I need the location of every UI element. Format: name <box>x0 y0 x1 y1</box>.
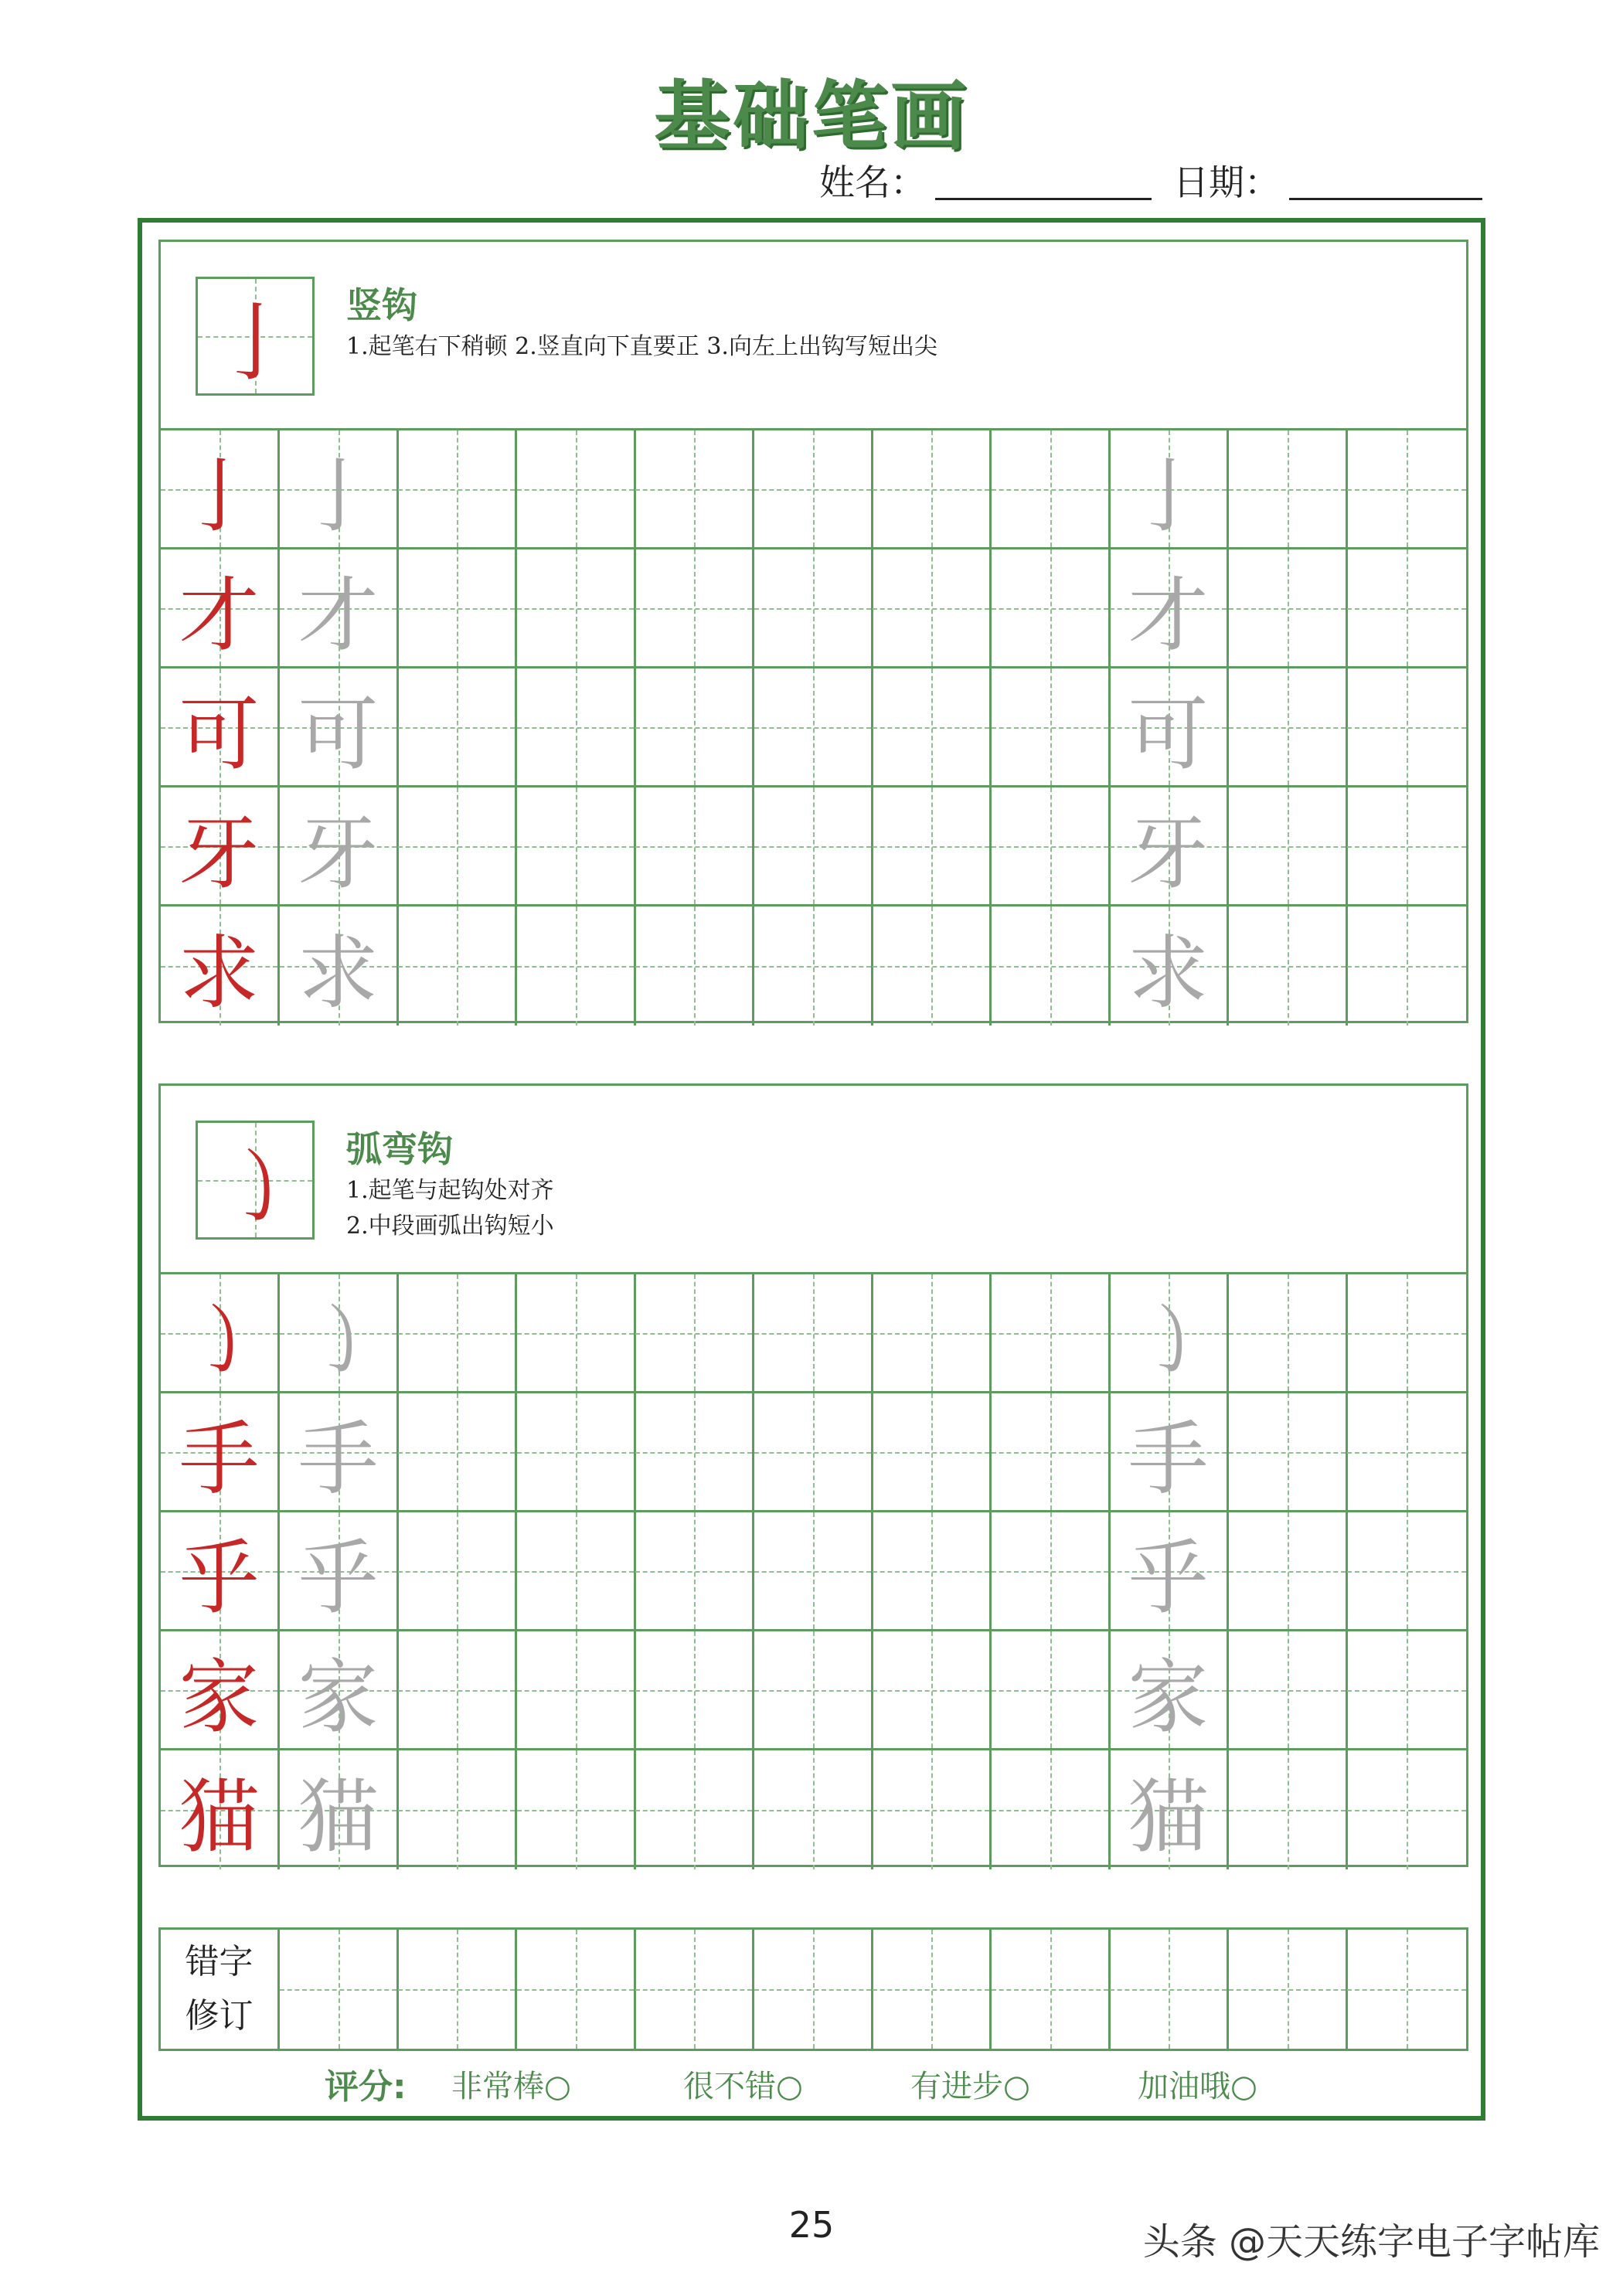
trace-char: 亅 <box>1128 448 1209 543</box>
guide-line-v <box>1050 668 1052 785</box>
practice-cell[interactable] <box>398 1631 517 1750</box>
guide-line-v <box>457 1393 458 1510</box>
practice-cell[interactable] <box>1229 1631 1348 1750</box>
score-option-excellent[interactable]: 非常棒○ <box>451 2069 571 2104</box>
guide-line-v <box>694 549 696 666</box>
guide-line-v <box>457 1274 458 1391</box>
practice-cell[interactable] <box>398 549 517 668</box>
guide-line-v <box>1050 430 1052 547</box>
guide-line-v <box>694 1274 696 1391</box>
practice-cell[interactable] <box>635 549 754 668</box>
guide-line-v <box>1288 787 1289 904</box>
practice-cell[interactable] <box>635 1274 754 1393</box>
stroke-demo-char: 亅 <box>213 294 298 393</box>
guide-line-v <box>1050 787 1052 904</box>
guide-line-v <box>1169 1930 1170 2049</box>
trace-char: 可 <box>298 686 379 781</box>
practice-cell[interactable] <box>517 668 636 787</box>
guide-line-v <box>1407 668 1408 785</box>
practice-cell[interactable] <box>1347 1512 1466 1631</box>
guide-line-v <box>1288 1750 1289 1869</box>
section-header <box>161 242 1466 430</box>
guide-line-v <box>1288 1393 1289 1510</box>
model-char: 求 <box>179 926 260 1020</box>
guide-line-v <box>1050 906 1052 1026</box>
practice-cell[interactable] <box>992 1750 1111 1869</box>
practice-cell[interactable] <box>1347 906 1466 1026</box>
practice-cell[interactable] <box>754 906 873 1026</box>
page-title: 基础笔画 <box>653 73 969 161</box>
guide-line-v <box>1050 1512 1052 1629</box>
trace-char: 牙 <box>298 805 379 900</box>
guide-line-v <box>1050 549 1052 666</box>
guide-line-v <box>694 1512 696 1629</box>
guide-line-v <box>813 1274 815 1391</box>
page-number: 25 <box>788 2204 835 2246</box>
guide-line-v <box>694 1393 696 1510</box>
correction-label-line2: 修订 <box>185 1996 253 2036</box>
practice-cell[interactable] <box>517 430 636 549</box>
guide-line-v <box>1288 430 1289 547</box>
practice-cell[interactable] <box>1110 668 1229 787</box>
practice-cell[interactable] <box>1229 430 1348 549</box>
guide-line-v <box>1407 1274 1408 1391</box>
practice-cell[interactable] <box>280 430 399 549</box>
name-date-row <box>819 155 1592 201</box>
guide-line-v <box>576 1512 577 1629</box>
practice-cell[interactable] <box>1347 549 1466 668</box>
guide-line-v <box>1288 1631 1289 1748</box>
practice-cell[interactable] <box>873 1512 992 1631</box>
practice-cell[interactable] <box>517 1393 636 1512</box>
practice-cell[interactable] <box>517 906 636 1026</box>
guide-line-v <box>339 1930 340 2049</box>
practice-cell[interactable] <box>280 1631 399 1750</box>
model-char: 亅 <box>179 448 260 543</box>
correction-cell[interactable] <box>280 1930 399 2049</box>
guide-line-v <box>813 906 815 1026</box>
practice-cell[interactable] <box>635 668 754 787</box>
correction-cell[interactable] <box>398 1930 517 2049</box>
guide-line-v <box>457 1512 458 1629</box>
practice-cell[interactable] <box>161 787 280 906</box>
trace-char: 才 <box>1128 567 1209 662</box>
practice-cell[interactable] <box>280 787 399 906</box>
guide-line-v <box>457 549 458 666</box>
guide-line-v <box>1407 1750 1408 1869</box>
practice-cell[interactable] <box>161 906 280 1026</box>
practice-cell[interactable] <box>754 668 873 787</box>
guide-line-v <box>1407 906 1408 1026</box>
guide-line-v <box>576 1930 577 2049</box>
practice-cell[interactable] <box>1347 787 1466 906</box>
practice-cell[interactable] <box>398 1393 517 1512</box>
practice-cell[interactable] <box>1229 906 1348 1026</box>
stroke-section-2 <box>158 1083 1468 1867</box>
correction-cell[interactable] <box>873 1930 992 2049</box>
guide-line-v <box>1050 1274 1052 1391</box>
practice-cell[interactable] <box>873 549 992 668</box>
guide-line-v <box>813 1512 815 1629</box>
practice-cell[interactable] <box>873 668 992 787</box>
practice-cell[interactable] <box>635 1512 754 1631</box>
guide-line-v <box>813 1750 815 1869</box>
trace-char: ㇁ <box>298 1292 379 1387</box>
practice-cell[interactable] <box>1347 1393 1466 1512</box>
practice-cell[interactable] <box>873 1631 992 1750</box>
guide-line-v <box>813 1930 815 2049</box>
guide-line-v <box>931 668 933 785</box>
guide-line-v <box>457 668 458 785</box>
practice-cell[interactable] <box>398 1512 517 1631</box>
guide-line-v <box>931 1512 933 1629</box>
name-field[interactable] <box>935 198 1152 200</box>
practice-cell[interactable] <box>161 1393 280 1512</box>
practice-cell[interactable] <box>398 1750 517 1869</box>
practice-cell[interactable] <box>517 1512 636 1631</box>
practice-cell[interactable] <box>161 668 280 787</box>
practice-cell[interactable] <box>754 430 873 549</box>
practice-cell[interactable] <box>992 549 1111 668</box>
practice-cell[interactable] <box>398 668 517 787</box>
guide-line-v <box>931 787 933 904</box>
practice-cell[interactable] <box>161 1512 280 1631</box>
correction-cell[interactable] <box>517 1930 636 2049</box>
practice-cell[interactable] <box>280 906 399 1026</box>
practice-cell[interactable] <box>161 430 280 549</box>
practice-cell[interactable] <box>1347 1274 1466 1393</box>
guide-line-v <box>694 906 696 1026</box>
practice-cell[interactable] <box>635 1631 754 1750</box>
practice-cell[interactable] <box>1229 1750 1348 1869</box>
guide-line-v <box>813 1631 815 1748</box>
practice-cell[interactable] <box>992 1512 1111 1631</box>
correction-row <box>158 1927 1468 2051</box>
practice-cell[interactable] <box>1229 668 1348 787</box>
practice-cell[interactable] <box>161 1750 280 1869</box>
practice-cell[interactable] <box>1110 787 1229 906</box>
practice-cell[interactable] <box>1347 430 1466 549</box>
practice-cell[interactable] <box>280 1750 399 1869</box>
trace-char: 家 <box>298 1649 379 1744</box>
guide-line-v <box>457 906 458 1026</box>
practice-cell[interactable] <box>517 1750 636 1869</box>
correction-cell[interactable] <box>1110 1930 1229 2049</box>
practice-cell[interactable] <box>161 549 280 668</box>
section-header <box>161 1086 1466 1274</box>
correction-label-line1: 错字 <box>185 1942 253 1981</box>
correction-cell[interactable] <box>1347 1930 1466 2049</box>
guide-line-v <box>931 1393 933 1510</box>
model-char: 才 <box>179 567 260 662</box>
guide-line-v <box>576 1750 577 1869</box>
guide-line-v <box>576 906 577 1026</box>
guide-line-v <box>1050 1631 1052 1748</box>
practice-cell[interactable] <box>398 1274 517 1393</box>
practice-cell[interactable] <box>754 1512 873 1631</box>
practice-cell[interactable] <box>1229 1393 1348 1512</box>
practice-cell[interactable] <box>1110 430 1229 549</box>
practice-cell[interactable] <box>635 430 754 549</box>
guide-line-v <box>1407 549 1408 666</box>
practice-cell[interactable] <box>992 1631 1111 1750</box>
practice-cell[interactable] <box>992 906 1111 1026</box>
guide-line-v <box>931 1274 933 1391</box>
trace-char: ㇁ <box>1128 1292 1209 1387</box>
practice-cell[interactable] <box>517 1631 636 1750</box>
practice-cell[interactable] <box>517 787 636 906</box>
practice-cell[interactable] <box>280 1512 399 1631</box>
trace-char: 猫 <box>298 1770 379 1864</box>
practice-cell[interactable] <box>398 430 517 549</box>
practice-cell[interactable] <box>635 1750 754 1869</box>
practice-cell[interactable] <box>754 787 873 906</box>
stroke-demo-box <box>196 277 315 396</box>
trace-char: 家 <box>1128 1649 1209 1744</box>
guide-line-v <box>457 1750 458 1869</box>
score-row <box>325 2059 1407 2105</box>
practice-cell[interactable] <box>517 549 636 668</box>
practice-cell[interactable] <box>1110 906 1229 1026</box>
practice-cell[interactable] <box>1110 549 1229 668</box>
stroke-rule: 1.起笔右下稍顿 2.竖直向下直要正 3.向左上出钩写短出尖 <box>346 333 937 360</box>
stroke-rule: 2.中段画弧出钩短小 <box>346 1213 554 1240</box>
guide-line-v <box>457 430 458 547</box>
practice-cell[interactable] <box>161 1274 280 1393</box>
stroke-demo-char: ㇁ <box>213 1138 298 1236</box>
stroke-section-1 <box>158 240 1468 1023</box>
guide-line-v <box>576 1631 577 1748</box>
guide-line-v <box>1288 668 1289 785</box>
practice-cell[interactable] <box>517 1274 636 1393</box>
guide-line-v <box>813 549 815 666</box>
practice-cell[interactable] <box>1229 1512 1348 1631</box>
score-option-keep-going[interactable]: 加油哦○ <box>1138 2069 1257 2104</box>
practice-cell[interactable] <box>280 1274 399 1393</box>
trace-char: 乎 <box>298 1530 379 1625</box>
model-char: 家 <box>179 1649 260 1744</box>
trace-char: 手 <box>298 1411 379 1506</box>
practice-cell[interactable] <box>992 668 1111 787</box>
correction-cell[interactable] <box>754 1930 873 2049</box>
practice-cell[interactable] <box>1347 668 1466 787</box>
stroke-name: 弧弯钩 <box>346 1128 453 1170</box>
guide-line-v <box>576 1393 577 1510</box>
guide-line-v <box>576 787 577 904</box>
guide-line-v <box>1407 1631 1408 1748</box>
trace-char: 乎 <box>1128 1530 1209 1625</box>
practice-cell[interactable] <box>280 1393 399 1512</box>
trace-char: 亅 <box>298 448 379 543</box>
correction-cell[interactable] <box>1229 1930 1348 2049</box>
practice-cell[interactable] <box>754 1393 873 1512</box>
guide-line-v <box>1288 549 1289 666</box>
trace-char: 才 <box>298 567 379 662</box>
guide-line-v <box>931 549 933 666</box>
guide-line-v <box>457 1631 458 1748</box>
correction-cell[interactable] <box>992 1930 1111 2049</box>
model-char: 可 <box>179 686 260 781</box>
guide-line-v <box>694 1930 696 2049</box>
watermark: 头条 @天天练字电子字帖库 <box>1142 2220 1600 2264</box>
guide-line-v <box>931 1930 933 2049</box>
guide-line-v <box>694 668 696 785</box>
practice-cell[interactable] <box>873 1750 992 1869</box>
date-field[interactable] <box>1289 198 1482 200</box>
practice-cell[interactable] <box>280 549 399 668</box>
model-char: 手 <box>179 1411 260 1506</box>
guide-line-v <box>1288 906 1289 1026</box>
practice-cell[interactable] <box>635 906 754 1026</box>
practice-cell[interactable] <box>754 1274 873 1393</box>
guide-line-v <box>813 430 815 547</box>
guide-line-v <box>1407 1393 1408 1510</box>
guide-line-v <box>694 430 696 547</box>
guide-line-v <box>1407 1512 1408 1629</box>
trace-char: 求 <box>298 926 379 1020</box>
practice-cell[interactable] <box>1110 1393 1229 1512</box>
correction-cell[interactable] <box>635 1930 754 2049</box>
practice-cell[interactable] <box>873 906 992 1026</box>
trace-char: 可 <box>1128 686 1209 781</box>
guide-line-v <box>1288 1512 1289 1629</box>
guide-line-v <box>1050 1393 1052 1510</box>
stroke-rule: 1.起笔与起钩处对齐 <box>346 1177 554 1204</box>
stroke-demo-box <box>196 1121 315 1240</box>
practice-cell[interactable] <box>1110 1512 1229 1631</box>
practice-cell[interactable] <box>1229 1274 1348 1393</box>
model-char: 牙 <box>179 805 260 900</box>
practice-cell[interactable] <box>873 430 992 549</box>
guide-line-v <box>1050 1930 1052 2049</box>
guide-line-v <box>694 1631 696 1748</box>
guide-line-v <box>813 668 815 785</box>
correction-label <box>161 1930 280 2049</box>
guide-line-v <box>576 1274 577 1391</box>
practice-cell[interactable] <box>398 787 517 906</box>
practice-cell[interactable] <box>280 668 399 787</box>
guide-line-v <box>931 430 933 547</box>
practice-cell[interactable] <box>1229 787 1348 906</box>
trace-char: 求 <box>1128 926 1209 1020</box>
guide-line-v <box>694 1750 696 1869</box>
trace-char: 牙 <box>1128 805 1209 900</box>
guide-line-v <box>694 787 696 904</box>
practice-cell[interactable] <box>1110 1631 1229 1750</box>
guide-line-v <box>1407 787 1408 904</box>
practice-grid <box>161 1274 1466 1869</box>
guide-line-v <box>1407 1930 1408 2049</box>
guide-line-v <box>1288 1930 1289 2049</box>
practice-cell[interactable] <box>873 1393 992 1512</box>
stroke-name: 竖钩 <box>346 284 417 326</box>
guide-line-v <box>576 549 577 666</box>
score-option-progress[interactable]: 有进步○ <box>910 2069 1030 2104</box>
guide-line-v <box>457 787 458 904</box>
date-label: 日期： <box>1173 162 1280 203</box>
guide-line-v <box>931 1750 933 1869</box>
guide-line-v <box>1407 430 1408 547</box>
practice-cell[interactable] <box>992 787 1111 906</box>
score-option-good[interactable]: 很不错○ <box>683 2069 803 2104</box>
trace-char: 手 <box>1128 1411 1209 1506</box>
guide-line-v <box>576 668 577 785</box>
guide-line-v <box>813 1393 815 1510</box>
practice-cell[interactable] <box>992 1393 1111 1512</box>
practice-cell[interactable] <box>398 906 517 1026</box>
model-char: 猫 <box>179 1770 260 1864</box>
practice-cell[interactable] <box>992 1274 1111 1393</box>
model-char: 乎 <box>179 1530 260 1625</box>
practice-cell[interactable] <box>754 1750 873 1869</box>
practice-grid <box>161 430 1466 1026</box>
practice-cell[interactable] <box>992 430 1111 549</box>
guide-line-v <box>1288 1274 1289 1391</box>
guide-line-v <box>931 906 933 1026</box>
practice-cell[interactable] <box>161 1631 280 1750</box>
guide-line-v <box>457 1930 458 2049</box>
guide-line-v <box>931 1631 933 1748</box>
guide-line-v <box>813 787 815 904</box>
guide-line-v <box>1050 1750 1052 1869</box>
practice-cell[interactable] <box>635 787 754 906</box>
practice-cell[interactable] <box>1347 1631 1466 1750</box>
name-label: 姓名： <box>819 162 926 203</box>
trace-char: 猫 <box>1128 1770 1209 1864</box>
practice-cell[interactable] <box>635 1393 754 1512</box>
practice-cell[interactable] <box>873 1274 992 1393</box>
practice-cell[interactable] <box>1110 1750 1229 1869</box>
practice-cell[interactable] <box>1229 549 1348 668</box>
score-label: 评分: <box>325 2067 407 2107</box>
practice-cell[interactable] <box>1110 1274 1229 1393</box>
model-char: ㇁ <box>179 1292 260 1387</box>
practice-cell[interactable] <box>754 549 873 668</box>
guide-line-v <box>576 430 577 547</box>
practice-cell[interactable] <box>754 1631 873 1750</box>
practice-cell[interactable] <box>1347 1750 1466 1869</box>
practice-cell[interactable] <box>873 787 992 906</box>
